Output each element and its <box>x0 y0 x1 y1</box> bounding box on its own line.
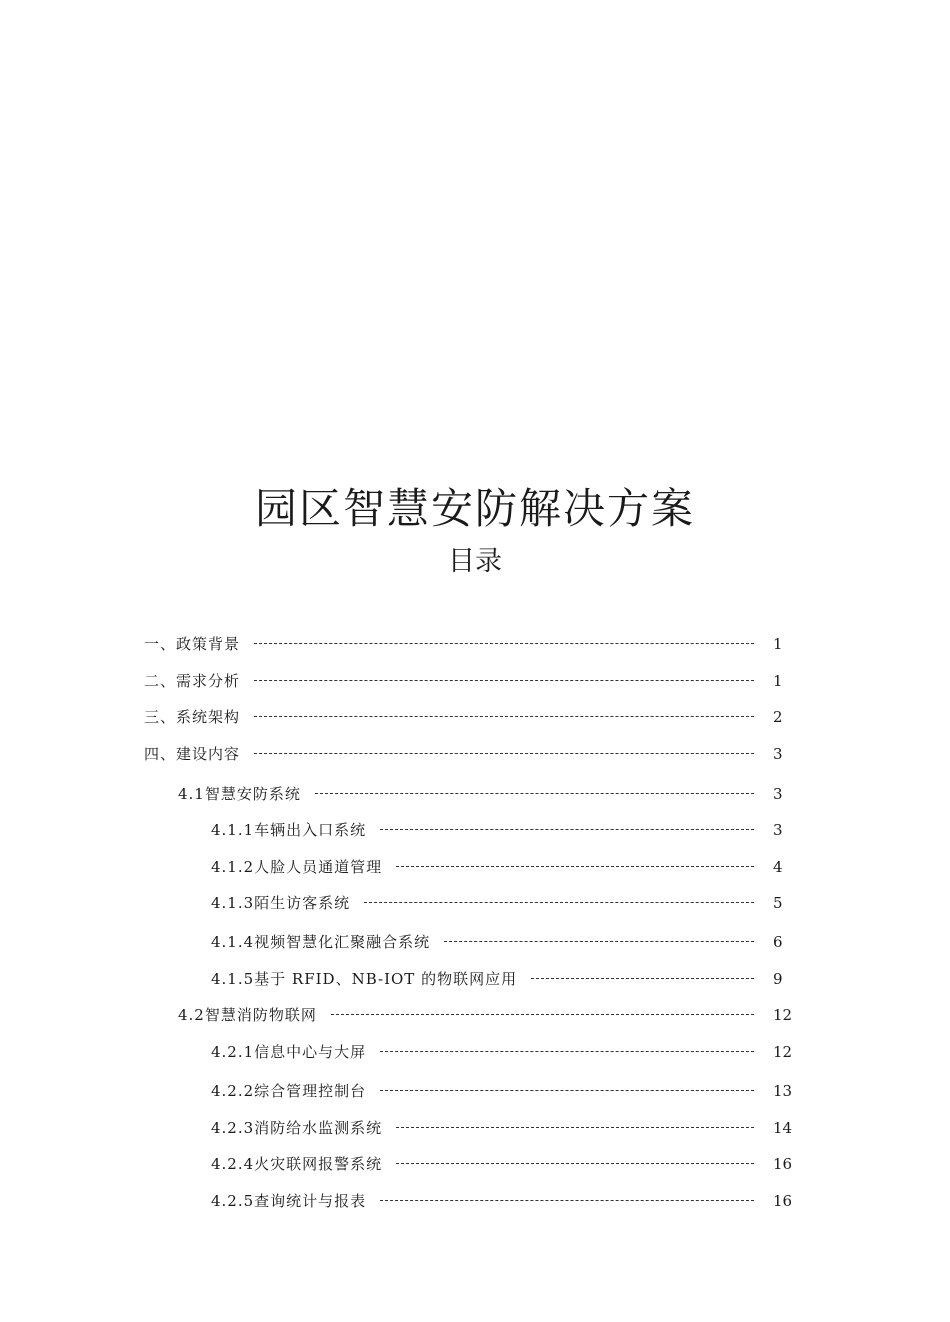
toc-entry-label: 4.2.4火灾联网报警系统 <box>211 1155 383 1173</box>
toc-entry-label: 4.2智慧消防物联网 <box>178 1006 317 1024</box>
toc-entry[interactable] <box>0 891 950 915</box>
toc-entry[interactable] <box>0 1152 950 1176</box>
toc-entry-label: 4.1.2人脸人员通道管理 <box>211 858 383 876</box>
toc-entry[interactable] <box>0 967 950 991</box>
toc-page-number: 4 <box>773 858 783 876</box>
toc-entry[interactable] <box>0 632 950 656</box>
toc-entry[interactable] <box>0 855 950 879</box>
toc-leader-line <box>364 902 754 903</box>
document-title: 园区智慧安防解决方案 <box>254 484 695 533</box>
toc-entry-label: 4.1.5基于 RFID、NB-IOT 的物联网应用 <box>211 970 518 988</box>
toc-entry-label: 四、建设内容 <box>144 745 241 763</box>
toc-page-number: 12 <box>773 1043 793 1061</box>
toc-page-number: 9 <box>773 970 783 988</box>
toc-entry-label: 二、需求分析 <box>144 672 241 690</box>
toc-page-number: 16 <box>773 1155 793 1173</box>
toc-entry[interactable] <box>0 1189 950 1213</box>
toc-leader-line <box>444 941 754 942</box>
toc-entry-label: 4.1.3陌生访客系统 <box>211 894 351 912</box>
toc-leader-line <box>254 643 754 644</box>
toc-entry[interactable] <box>0 705 950 729</box>
toc-page-number: 2 <box>773 708 783 726</box>
toc-heading: 目录 <box>448 546 502 577</box>
toc-page-number: 1 <box>773 635 783 653</box>
toc-entry-label: 一、政策背景 <box>144 635 241 653</box>
toc-leader-line <box>254 680 754 681</box>
toc-leader-line <box>380 829 754 830</box>
toc-page-number: 3 <box>773 785 783 803</box>
toc-page-number: 3 <box>773 745 783 763</box>
toc-entry[interactable] <box>0 742 950 766</box>
toc-page-number: 16 <box>773 1192 793 1210</box>
toc-entry-label: 4.1.1车辆出入口系统 <box>211 821 367 839</box>
toc-entry-label: 4.2.3消防给水监测系统 <box>211 1119 383 1137</box>
toc-leader-line <box>396 1127 754 1128</box>
toc-entry[interactable] <box>0 1116 950 1140</box>
toc-entry-label: 4.2.1信息中心与大屏 <box>211 1043 367 1061</box>
toc-leader-line <box>396 1163 754 1164</box>
toc-entry[interactable] <box>0 1040 950 1064</box>
toc-page-number: 6 <box>773 933 783 951</box>
toc-entry[interactable] <box>0 1079 950 1103</box>
toc-entry-label: 4.2.5查询统计与报表 <box>211 1192 367 1210</box>
toc-entry-label: 三、系统架构 <box>144 708 241 726</box>
toc-entry[interactable] <box>0 782 950 806</box>
toc-entry-label: 4.1智慧安防系统 <box>178 785 301 803</box>
toc-page-number: 13 <box>773 1082 793 1100</box>
toc-page-number: 14 <box>773 1119 793 1137</box>
toc-leader-line <box>380 1200 754 1201</box>
toc-entry[interactable] <box>0 1003 950 1027</box>
toc-leader-line <box>531 978 754 979</box>
toc-page-number: 12 <box>773 1006 793 1024</box>
toc-entry[interactable] <box>0 669 950 693</box>
toc-leader-line <box>254 716 754 717</box>
toc-entry[interactable] <box>0 818 950 842</box>
toc-leader-line <box>380 1051 754 1052</box>
toc-entry-label: 4.2.2综合管理控制台 <box>211 1082 367 1100</box>
toc-leader-line <box>254 753 754 754</box>
toc-leader-line <box>380 1090 754 1091</box>
toc-leader-line <box>396 866 754 867</box>
toc-entry-label: 4.1.4视频智慧化汇聚融合系统 <box>211 933 431 951</box>
toc-page-number: 1 <box>773 672 783 690</box>
toc-leader-line <box>331 1014 754 1015</box>
toc-page-number: 5 <box>773 894 783 912</box>
toc-entry[interactable] <box>0 930 950 954</box>
toc-page-number: 3 <box>773 821 783 839</box>
toc-leader-line <box>315 793 754 794</box>
